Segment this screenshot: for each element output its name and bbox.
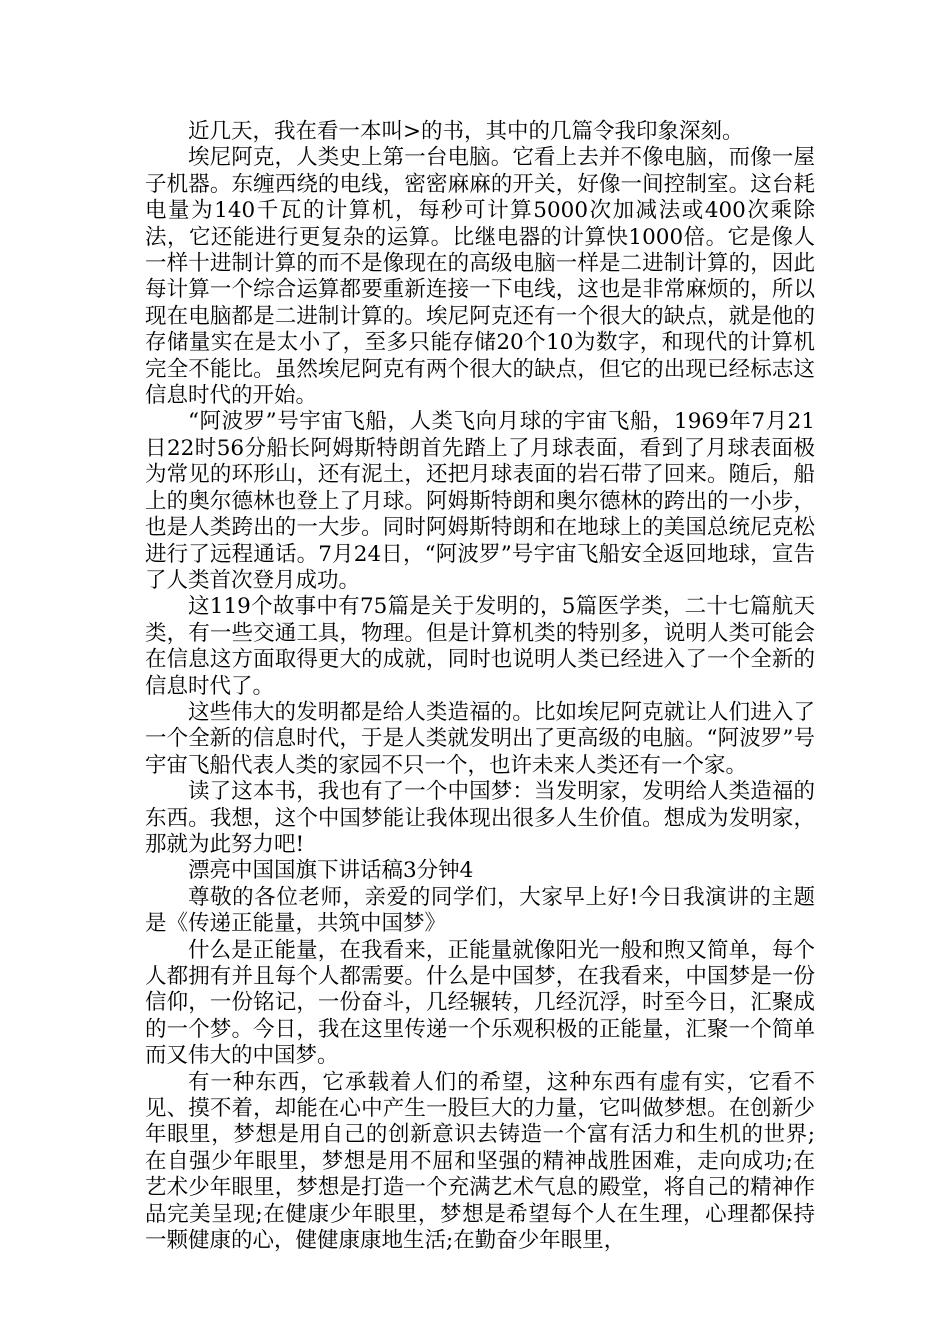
paragraph-stories: 这119个故事中有75篇是关于发明的，5篇医学类，二十七篇航天类，有一些交通工具，物理。但是计算机类的特别多，说明人类可能会在信息这方面取得更大的成就，同时也说明人类已经进入了一个全新的信息时代了。 [145,594,815,699]
paragraph-intro: 近几天，我在看一本叫>的书，其中的几篇令我印象深刻。 [188,119,744,144]
paragraph-inventions: 这些伟大的发明都是给人类造福的。比如埃尼阿克就让人们进入了一个全新的信息时代，于是人类就发明出了更高级的电脑。“阿波罗”号宇宙飞船代表人类的家园不只一个，也许未来人类还有一个家。 [145,699,815,778]
speech-greeting: 尊敬的各位老师，亲爱的同学们，大家早上好!今日我演讲的主题是《传递正能量，共筑中国梦》 [145,884,815,937]
paragraph-apollo: “阿波罗”号宇宙飞船，人类飞向月球的宇宙飞船，1969年7月21日22时56分船长阿姆斯特朗首先踏上了月球表面，看到了月球表面极为常见的环形山，还有泥土，还把月球表面的岩石带了回来。随后，船上的奥尔德林也登上了月球。阿姆斯特朗和奥尔德林的跨出的一小步，也是人类跨出的一大步。同时阿姆斯特朗和在地球上的美国总统尼克松进行了远程通话。7月24日，“阿波罗”号宇宙飞船安全返回地球，宣告了人类首次登月成功。 [145,409,815,593]
document-body [145,119,815,1254]
paragraph-dream: 读了这本书，我也有了一个中国梦：当发明家，发明给人类造福的东西。我想，这个中国梦能让我体现出很多人生价值。想成为发明家，那就为此努力吧! [145,779,815,857]
speech-positive-energy: 什么是正能量，在我看来，正能量就像阳光一般和煦又简单，每个人都拥有并且每个人都需要。什么是中国梦，在我看来，中国梦是一份信仰，一份铭记，一份奋斗，几经辗转，几经沉浮，时至今日，汇聚成的一个梦。今日，我在这里传递一个乐观积极的正能量，汇聚一个简单而又伟大的中国梦。 [145,937,815,1069]
speech-heading: 漂亮中国国旗下讲话稿3分钟4 [188,858,474,884]
paragraph-eniac: 埃尼阿克，人类史上第一台电脑。它看上去并不像电脑，而像一屋子机器。东缠西绕的电线，密密麻麻的开关，好像一间控制室。这台耗电量为140千瓦的计算机，每秒可计算5000次加减法或400次乘除法，它还能进行更复杂的运算。比继电器的计算快1000倍。它是像人一样十进制计算的而不是像现在的高级电脑一样是二进制计算的，因此每计算一个综合运算都要重新连接一下电线，这也是非常麻烦的，所以现在电脑都是二进制计算的。埃尼阿克还有一个很大的缺点，就是他的存储量实在是太小了，至多只能存储20个10为数字，和现代的计算机完全不能比。虽然埃尼阿克有两个很大的缺点，但它的出现已经标志这信息时代的开始。 [145,145,816,409]
speech-dream: 有一种东西，它承载着人们的希望，这种东西有虚有实，它看不见、摸不着，却能在心中产生一股巨大的力量，它叫做梦想。在创新少年眼里，梦想是用自己的创新意识去铸造一个富有活力和生机的世界;在自强少年眼里，梦想是用不屈和坚强的精神战胜困难，走向成功;在艺术少年眼里，梦想是打造一个充满艺术气息的殿堂，将自己的精神作品完美呈现;在健康少年眼里，梦想是希望每个人在生理，心理都保持一颗健康的心，健健康康地生活;在勤奋少年眼里， [145,1069,815,1254]
